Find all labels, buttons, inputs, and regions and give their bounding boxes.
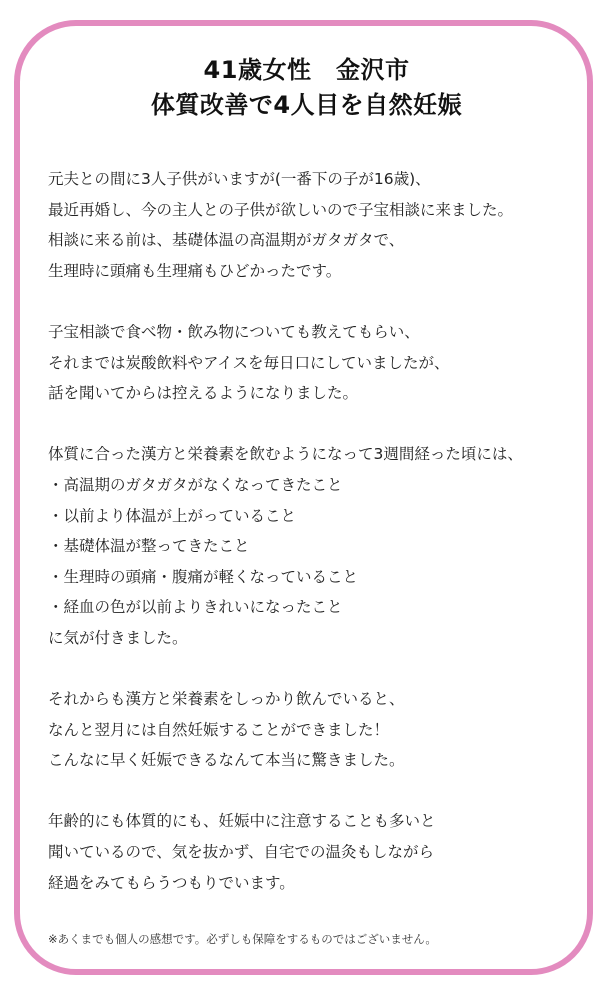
text-line: 元夫との間に3人子供がいますが(一番下の子が16歳)、: [48, 170, 431, 188]
text-line: 子宝相談で食べ物・飲み物についても教えてもらい、: [48, 322, 420, 341]
paragraph-pregnancy: [48, 684, 588, 776]
text-line: 体質に合った漢方と栄養素を飲むようになって3週間経った頃には、: [48, 445, 523, 464]
text-line: 年齢的にも体質的にも、妊娠中に注意することも多いと: [48, 812, 436, 831]
text-line: 相談に来る前は、基礎体温の高温期がガタガタで、: [48, 231, 405, 250]
text-line: 経過をみてもらうつもりでいます。: [48, 873, 295, 892]
text-line: 話を聞いてからは控えるようになりました。: [48, 384, 359, 403]
text-line: 最近再婚し、今の主人との子供が欲しいので子宝相談に来ました。: [48, 200, 514, 219]
paragraph-improvements: [48, 439, 588, 653]
paragraph-diet-advice: [48, 317, 588, 409]
text-line: それからも漢方と栄養素をしっかり飲んでいると、: [48, 690, 405, 709]
title-line-2: 体質改善で4人目を自然妊娠: [150, 91, 463, 119]
text-line: それまでは炭酸飲料やアイスを毎日口にしていましたが、: [48, 353, 450, 372]
bullet-item: ・経血の色が以前よりきれいになったこと: [48, 598, 343, 617]
text-line: 生理時に頭痛も生理痛もひどかったです。: [48, 261, 342, 280]
testimonial-body: [48, 164, 588, 929]
bullet-item: ・以前より体温が上がっていること: [48, 506, 297, 525]
text-line: こんなに早く妊娠できるなんて本当に驚きました。: [48, 751, 405, 770]
bullet-item: ・高温期のガタガタがなくなってきたこと: [48, 475, 343, 494]
text-line: なんと翌月には自然妊娠することができました！: [48, 720, 390, 739]
text-line: 聞いているので、気を抜かず、自宅での温灸もしながら: [48, 843, 434, 862]
bullet-item: ・生理時の頭痛・腹痛が軽くなっていること: [48, 567, 359, 586]
paragraph-background: [48, 164, 588, 286]
paragraph-future: [48, 806, 588, 898]
title-line-1: 41歳女性 金沢市: [203, 56, 410, 84]
text-line: に気が付きました。: [48, 628, 188, 647]
disclaimer-footnote: ※あくまでも個人の感想です。必ずしも保障をするものではございません。: [48, 932, 437, 946]
bullet-item: ・基礎体温が整ってきたこと: [48, 537, 250, 556]
